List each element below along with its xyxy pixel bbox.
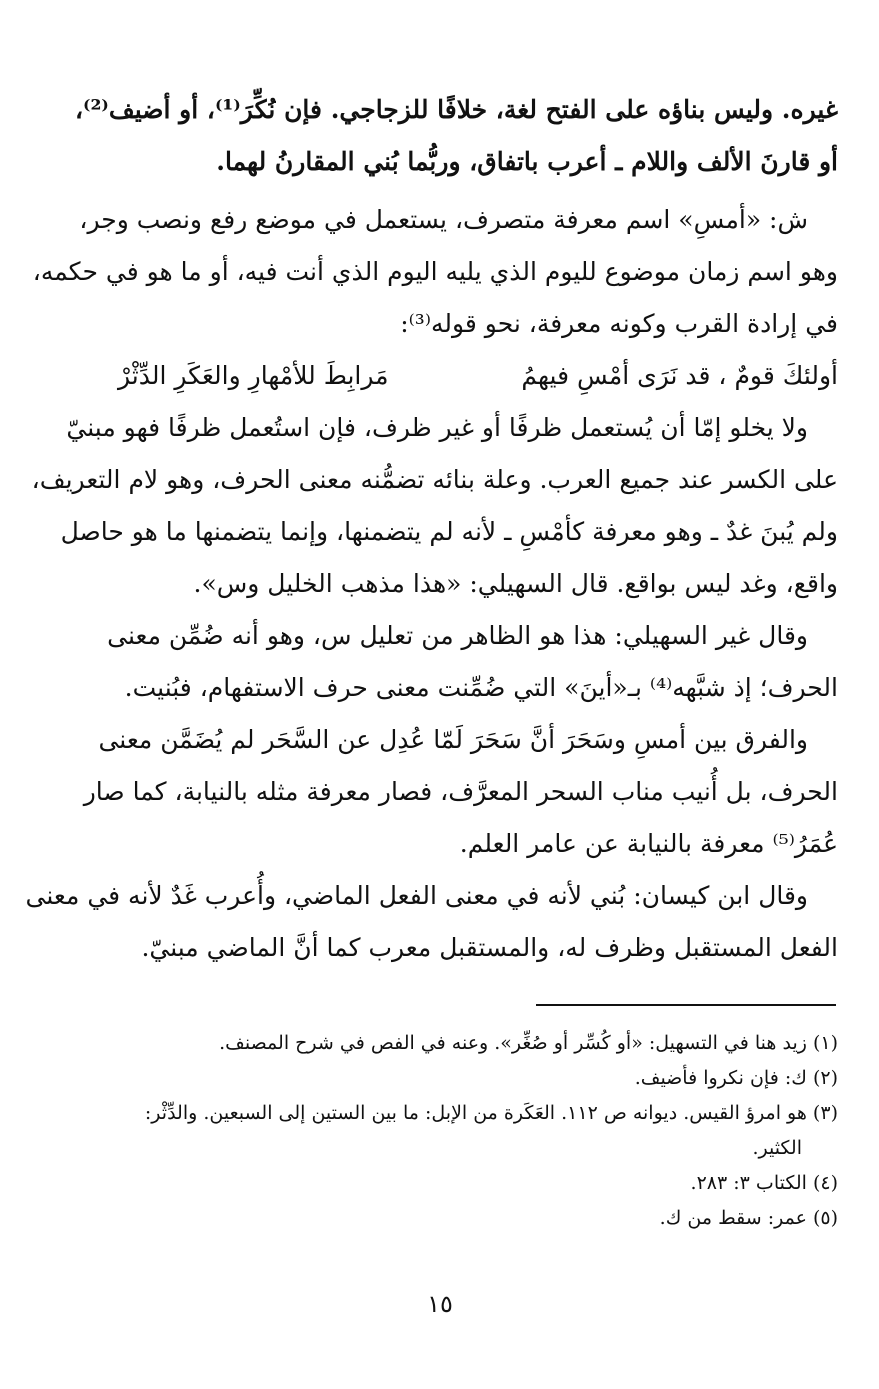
- footnote-continuation: الكثير.: [752, 1137, 802, 1159]
- text-line: ولم يُبنَ غدٌ ـ وهو معرفة كأمْسِ ـ لأنه لم يتضمنها، وإنما يتضمنها ما هو حاصل: [60, 517, 838, 546]
- main-text: [25, 84, 838, 974]
- verse-second-hemistich: مَرابِطَ للأمْهارِ والعَكَرِ الدِّثْرْ: [118, 361, 389, 390]
- text-line: وهو اسم زمان موضوع لليوم الذي يليه اليوم الذي أنت فيه، أو ما هو في حكمه،: [32, 257, 838, 286]
- text-line: على الكسر عند جميع العرب. وعلة بنائه تضمُّنه معنى الحرف، وهو لام التعريف،: [31, 465, 838, 494]
- page-number: ١٥: [427, 1290, 453, 1318]
- footnote: (٥) عمر: سقط من ك.: [659, 1207, 838, 1229]
- text-line: الحرف، بل أُنيب مناب السحر المعرَّف، فصار معرفة مثله بالنيابة، كما صار: [83, 777, 838, 806]
- footnote-separator: [536, 1004, 836, 1006]
- text-line: والفرق بين أمسِ وسَحَرَ أنَّ سَحَرَ لَمّا عُدِل عن السَّحَر لم يُضَمَّن معنى: [98, 725, 808, 754]
- text-line: الفعل المستقبل وظرف له، والمستقبل معرب كما أنَّ الماضي مبنيّ.: [141, 933, 838, 962]
- footnote: (٢) ك: فإن نكروا فأضيف.: [634, 1067, 838, 1089]
- text-line: غيره. وليس بناؤه على الفتح لغة، خلافًا للزجاجي. فإن نُكِّرَ⁽¹⁾، أو أضيف⁽²⁾،: [74, 95, 838, 124]
- footnotes: [118, 1026, 838, 1236]
- text-line: ش: «أمسِ» اسم معرفة متصرف، يستعمل في موضع رفع ونصب وجر،: [79, 205, 808, 234]
- text-line: في إرادة القرب وكونه معرفة، نحو قوله⁽³⁾:: [400, 309, 838, 338]
- verse-first-hemistich: أولئكَ قومٌ ، قد نَرَى أمْسِ فيهمُ: [521, 361, 838, 390]
- text-line: أو قارنَ الألف واللام ـ أعرب باتفاق، وربُّما بُني المقارنُ لهما.: [216, 147, 838, 176]
- text-line: واقع، وغد ليس بواقع. قال السهيلي: «هذا مذهب الخليل وس».: [193, 569, 838, 598]
- footnote: (٤) الكتاب ٣: ٢٨٣.: [690, 1172, 838, 1194]
- text-line: عُمَرُ⁽⁵⁾ معرفة بالنيابة عن عامر العلم.: [459, 829, 838, 858]
- text-line: ولا يخلو إمّا أن يُستعمل ظرفًا أو غير ظرف، فإن استُعمل ظرفًا فهو مبنيّ: [66, 413, 808, 442]
- footnote: (٣) هو امرؤ القيس. ديوانه ص ١١٢. العَكَرة من الإبل: ما بين الستين إلى السبعين. والدِّثْر:: [144, 1102, 838, 1124]
- text-line: الحرف؛ إذ شبَّهه⁽⁴⁾ بـ«أينَ» التي ضُمِّنت معنى حرف الاستفهام، فبُنيت.: [124, 673, 838, 702]
- footnote: (١) زيد هنا في التسهيل: «أو كُسِّر أو صُغِّر». وعنه في الفص في شرح المصنف.: [219, 1032, 838, 1054]
- poetry-verse: [118, 350, 838, 402]
- text-line: وقال ابن كيسان: بُني لأنه في معنى الفعل الماضي، وأُعرب غَدٌ لأنه في معنى: [25, 881, 808, 910]
- text-line: وقال غير السهيلي: هذا هو الظاهر من تعليل س، وهو أنه ضُمِّن معنى: [107, 621, 808, 650]
